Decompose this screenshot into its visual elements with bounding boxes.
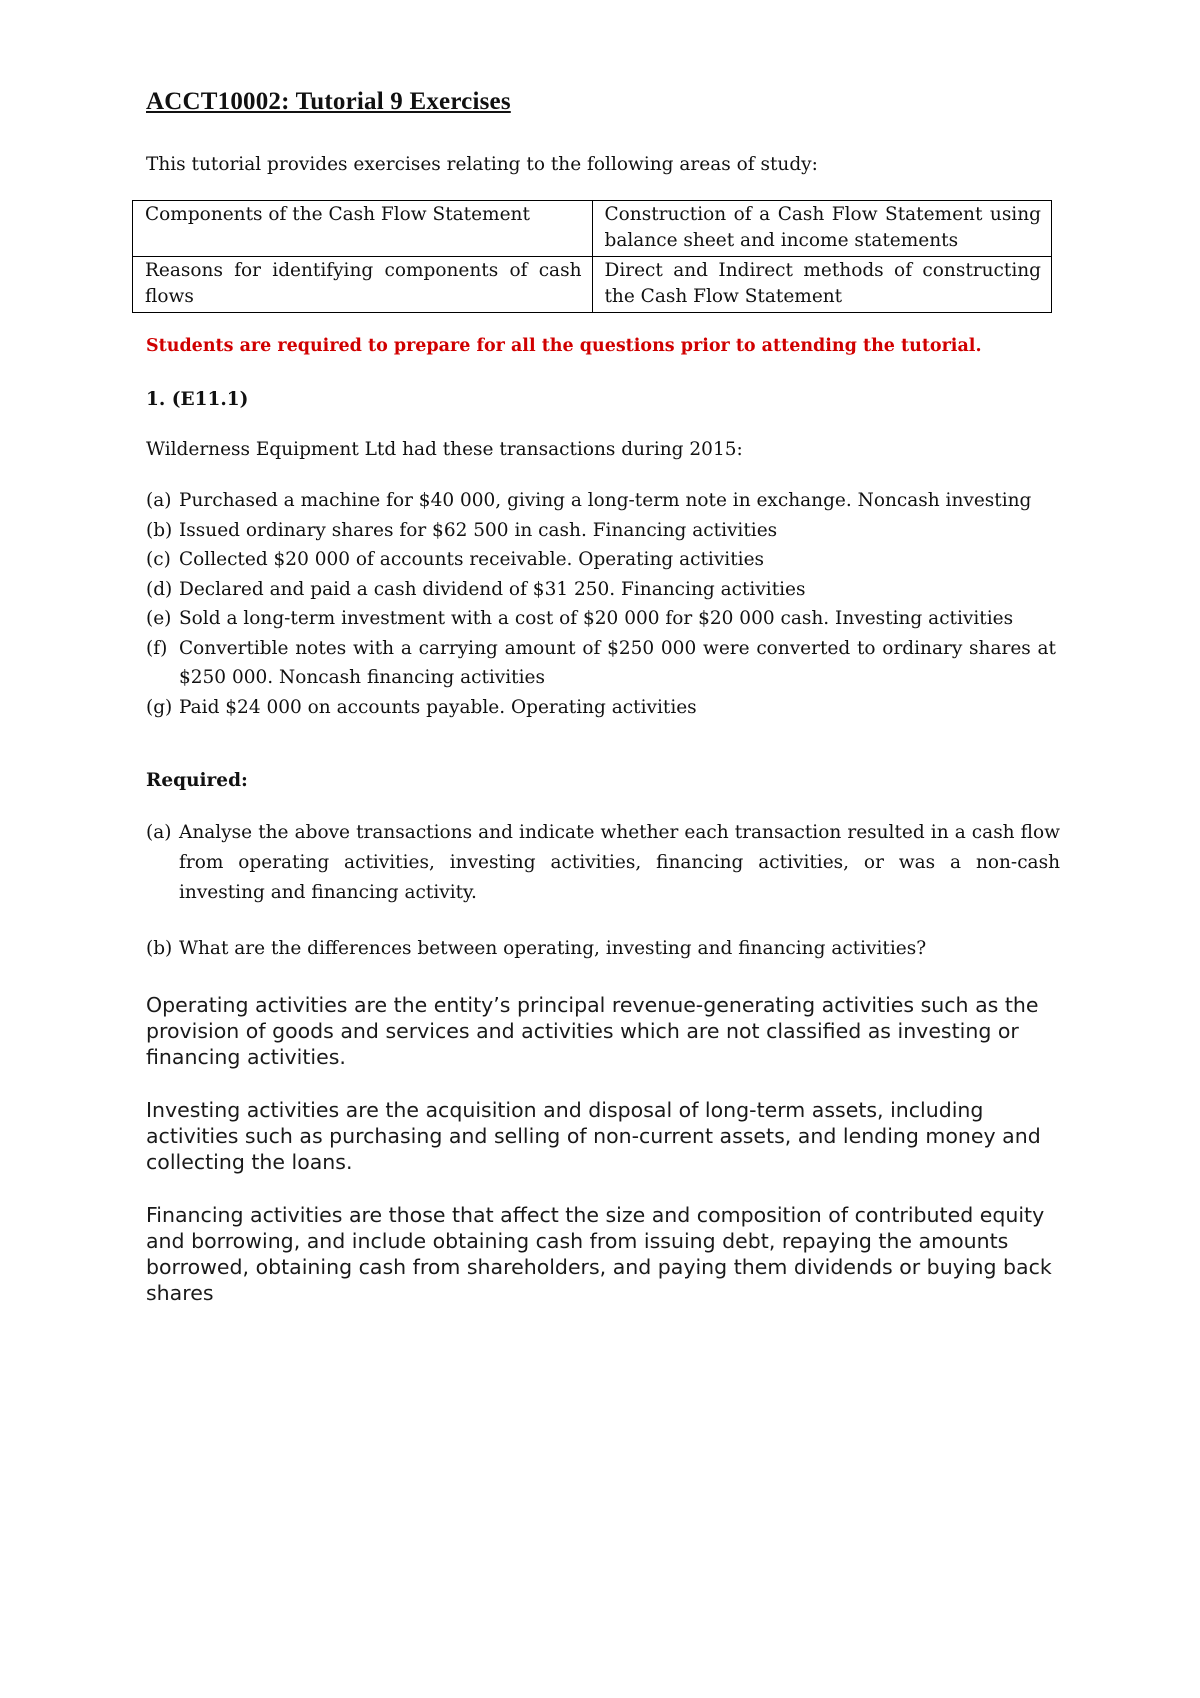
question-scenario: Wilderness Equipment Ltd had these transactions during 2015: [146, 439, 743, 460]
item-text: Convertible notes with a carrying amount of $250 000 were converted to ordinary shares at $250 000. Noncash financing activities [179, 637, 1056, 688]
list-item [146, 604, 1056, 634]
item-label: (e) [146, 608, 172, 629]
item-label: (c) [146, 549, 171, 570]
table-cell: Reasons for identifying components of cash flows [133, 257, 593, 313]
list-item [146, 575, 1056, 605]
intro-text: This tutorial provides exercises relating to the following areas of study: [146, 154, 818, 175]
item-text: Purchased a machine for $40 000, giving a long-term note in exchange. Noncash investing [179, 490, 1032, 511]
list-item [146, 634, 1056, 693]
item-text: Collected $20 000 of accounts receivable. Operating activities [179, 549, 765, 570]
list-item [146, 818, 1060, 908]
item-text: Sold a long-term investment with a cost of $20 000 for $20 000 cash. Investing activities [179, 608, 1014, 629]
item-text: Analyse the above transactions and indicate whether each transaction resulted in a cash flow from operating activities, investing activities, financing activities, or was a non-cash investing and financing activity. [179, 822, 1060, 903]
item-label: (g) [146, 696, 173, 718]
list-item [146, 934, 1060, 964]
list-item [146, 545, 1056, 575]
table-cell: Components of the Cash Flow Statement [133, 201, 593, 257]
table-cell: Construction of a Cash Flow Statement using balance sheet and income statements [592, 201, 1052, 257]
topics-table [132, 200, 1052, 313]
required-heading: Required: [146, 770, 248, 791]
preparation-notice: Students are required to prepare for all the questions prior to attending the tutorial. [146, 336, 982, 356]
item-label: (f) [146, 637, 168, 659]
answer-paragraph-operating: Operating activities are the entity’s principal revenue-generating activities such as the provision of goods and services and activities which are not classified as investing or financing activities. [146, 993, 1039, 1069]
table-row [133, 257, 1052, 313]
question-heading: 1. (E11.1) [146, 389, 249, 410]
item-label: (d) [146, 578, 173, 600]
item-text: Issued ordinary shares for $62 500 in cash. Financing activities [179, 519, 778, 541]
answer-paragraph-investing: Investing activities are the acquisition and disposal of long-term assets, including activities such as purchasing and selling of non-current assets, and lending money and collecting the loans. [146, 1098, 1041, 1174]
item-text: Paid $24 000 on accounts payable. Operating activities [179, 696, 697, 718]
list-item [146, 486, 1056, 516]
item-label: (a) [146, 822, 172, 843]
item-label: (a) [146, 490, 172, 511]
item-text: What are the differences between operating, investing and financing activities? [179, 938, 927, 959]
answer-section [146, 992, 1076, 1333]
item-label: (b) [146, 519, 173, 541]
item-text: Declared and paid a cash dividend of $31 250. Financing activities [179, 578, 806, 600]
list-item [146, 693, 1056, 723]
table-cell: Direct and Indirect methods of constructing the Cash Flow Statement [592, 257, 1052, 313]
transaction-list [146, 486, 1056, 722]
list-item [146, 516, 1056, 546]
page-title: ACCT10002: Tutorial 9 Exercises [146, 88, 511, 115]
item-label: (b) [146, 938, 173, 959]
table-row [133, 201, 1052, 257]
answer-paragraph-financing: Financing activities are those that affect the size and composition of contributed equity and borrowing, and include obtaining cash from issuing debt, repaying the amounts borrowed, obtaining cash from shareholders, and paying them dividends or buying back shares [146, 1203, 1052, 1305]
required-list [146, 818, 1060, 964]
